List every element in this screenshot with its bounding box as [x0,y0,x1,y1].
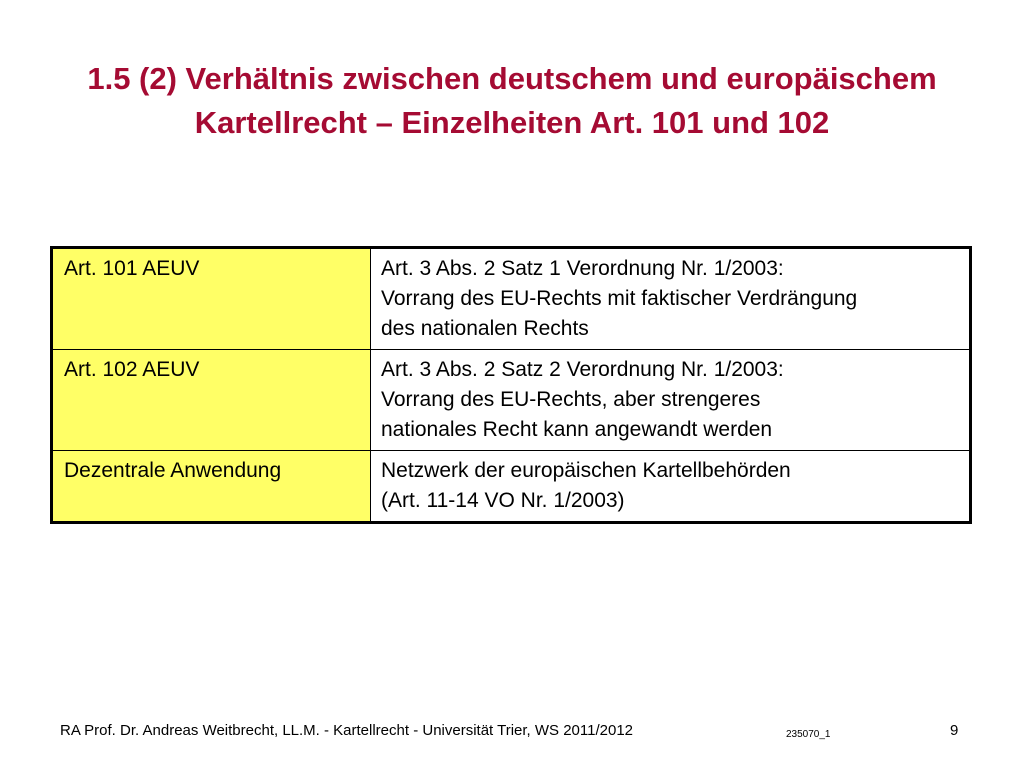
page-number: 9 [950,722,959,739]
row-value-line: (Art. 11-14 VO Nr. 1/2003) [381,489,625,512]
row-value-line: Vorrang des EU-Rechts, aber strengeres [381,388,761,411]
table-row [52,248,971,350]
row-value-line: des nationalen Rechts [381,317,589,340]
footer-text: RA Prof. Dr. Andreas Weitbrecht, LL.M. - Kartellrecht - Universität Trier, WS 2011/2012 [60,722,634,739]
row-value-cell [371,350,971,451]
slide-title-line-2: Kartellrecht – Einzelheiten Art. 101 und 102 [194,105,830,140]
row-label-cell [52,350,371,451]
row-value-cell [371,451,971,523]
regulation-table [50,246,972,524]
slide-title-line-1: 1.5 (2) Verhältnis zwischen deutschem und europäischem [87,61,937,96]
row-value-line: Netzwerk der europäischen Kartellbehörden [381,459,791,482]
slide-title [20,57,1004,145]
row-label: Art. 102 AEUV [64,358,200,381]
row-label: Dezentrale Anwendung [64,459,282,482]
row-value-line: Art. 3 Abs. 2 Satz 1 Verordnung Nr. 1/2003: [381,257,784,280]
row-value-line: Art. 3 Abs. 2 Satz 2 Verordnung Nr. 1/2003: [381,358,784,381]
row-label-cell [52,451,371,523]
row-label-cell [52,248,371,350]
row-label: Art. 101 AEUV [64,257,200,280]
footer-code: 235070_1 [786,729,831,740]
row-value-cell [371,248,971,350]
table-row [52,451,971,523]
row-value-line: nationales Recht kann angewandt werden [381,418,773,441]
row-value-line: Vorrang des EU-Rechts mit faktischer Verdrängung [381,287,858,310]
table-row [52,350,971,451]
